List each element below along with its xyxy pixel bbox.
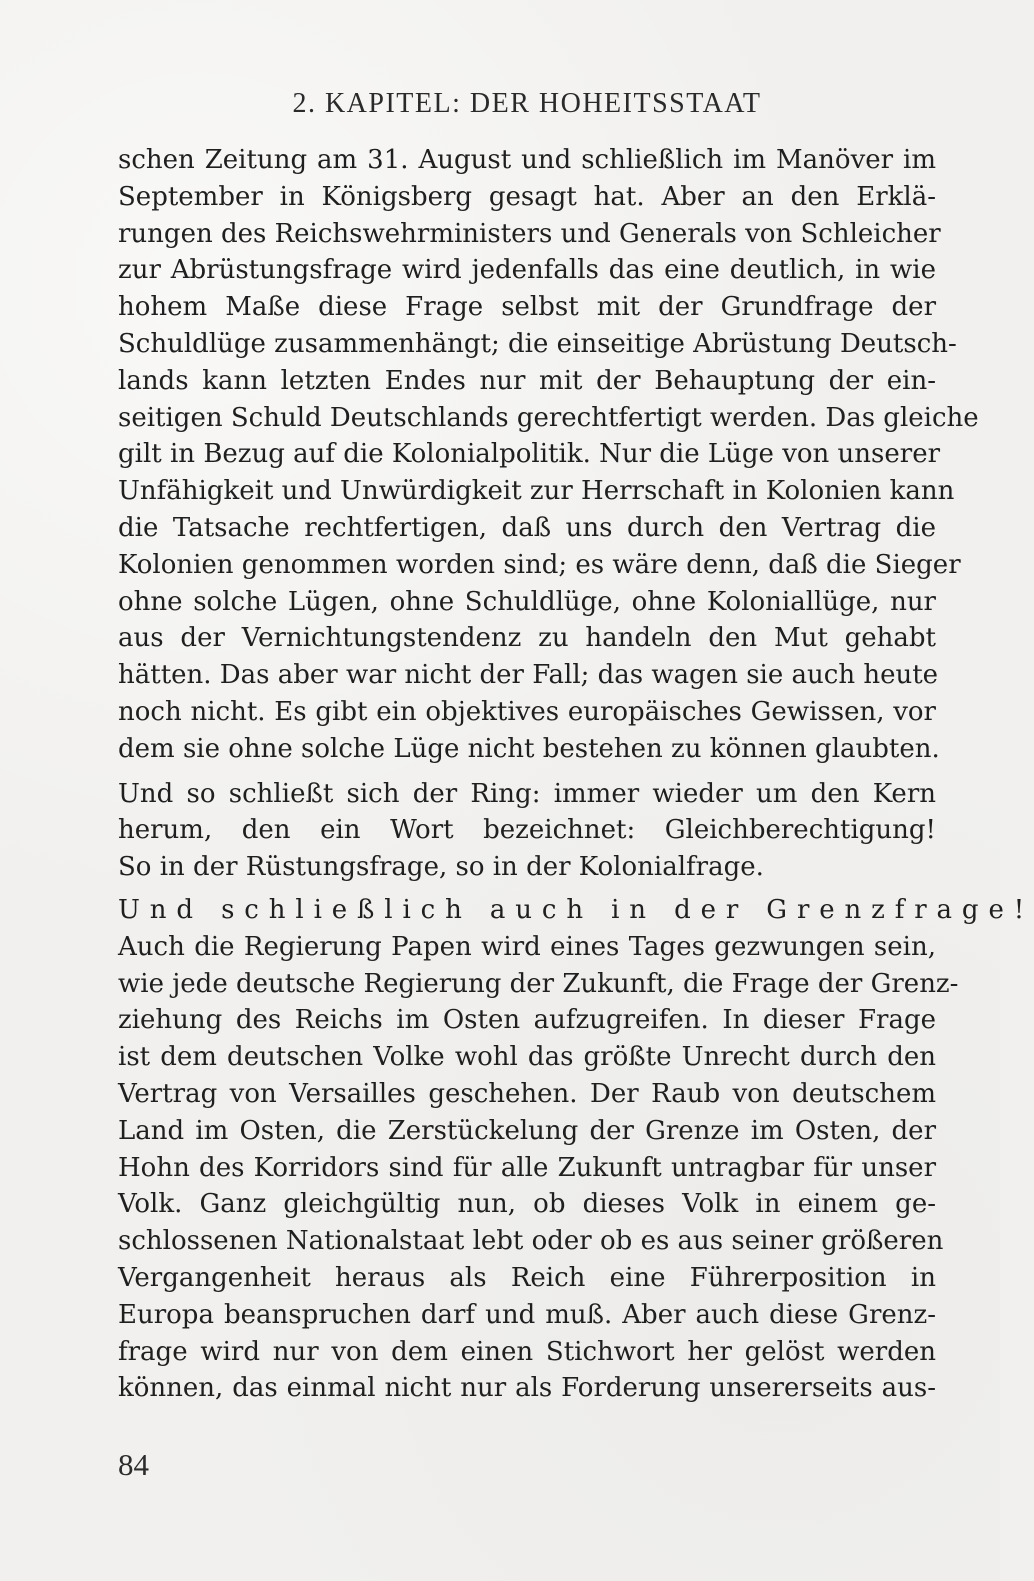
text-line: Vertrag von Versailles geschehen. Der Raub von deutschem — [118, 1078, 936, 1109]
text-line: seitigen Schuld Deutschlands gerechtfertigt werden. Das gleiche — [118, 402, 979, 433]
text-line: schen Zeitung am 31. August und schließlich im Manöver im — [118, 145, 936, 175]
text-line: ziehung des Reichs im Osten aufzugreifen. In dieser Frage — [118, 1005, 936, 1036]
text-line: ohne solche Lügen, ohne Schuldlüge, ohne Koloniallüge, nur — [118, 586, 936, 617]
text-line: wie jede deutsche Regierung der Zukunft, die Frage der Grenz- — [118, 968, 959, 999]
text-line: Volk. Ganz gleichgültig nun, ob dieses Volk in einem ge- — [118, 1189, 936, 1220]
paragraph-gap — [118, 768, 936, 776]
text-line: noch nicht. Es gibt ein objektives europäisches Gewissen, vor — [118, 696, 936, 727]
text-line: hohem Maße diese Frage selbst mit der Grundfrage der — [118, 292, 936, 323]
text-line: Auch die Regierung Papen wird eines Tages gezwungen sein, — [118, 931, 936, 962]
running-head: 2. KAPITEL: DER HOHEITSSTAAT — [292, 88, 762, 119]
text-line: ist dem deutschen Volke wohl das größte Unrecht durch den — [118, 1042, 936, 1073]
body-text — [118, 142, 1034, 1407]
text-line: gilt in Bezug auf die Kolonialpolitik. Nur die Lüge von unserer — [118, 439, 941, 470]
text-line: Kolonien genommen worden sind; es wäre denn, daß die Sieger — [118, 549, 961, 580]
emphasis-line: Und schließlich auch in der Grenzfrage! — [118, 894, 1034, 925]
text-line: September in Königsberg gesagt hat. Aber an den Erklä- — [118, 181, 936, 212]
text-line: können, das einmal nicht nur als Forderung unsererseits aus- — [118, 1373, 936, 1404]
text-line: Schuldlüge zusammenhängt; die einseitige Abrüstung Deutsch- — [118, 328, 957, 359]
text-line: lands kann letzten Endes nur mit der Behauptung der ein- — [118, 365, 936, 396]
text-line: Unfähigkeit und Unwürdigkeit zur Herrschaft in Kolonien kann — [118, 476, 955, 507]
text-line: hätten. Das aber war nicht der Fall; das wagen sie auch heute — [118, 660, 939, 691]
text-line: So in der Rüstungsfrage, so in der Kolonialfrage. — [118, 852, 764, 883]
text-line: zur Abrüstungsfrage wird jedenfalls das eine deutlich, in wie — [118, 255, 936, 286]
text-line: Vergangenheit heraus als Reich eine Führerposition in — [118, 1262, 936, 1293]
text-line: dem sie ohne solche Lüge nicht bestehen zu können glaubten. — [118, 733, 940, 764]
page-number: 84 — [118, 1447, 149, 1482]
text-line: schlossenen Nationalstaat lebt oder ob es aus seiner größeren — [118, 1226, 944, 1257]
text-line: Und so schließt sich der Ring: immer wieder um den Kern — [118, 778, 936, 809]
text-line: die Tatsache rechtfertigen, daß uns durch den Vertrag die — [118, 512, 936, 543]
text-line: rungen des Reichswehrministers und Generals von Schleicher — [118, 218, 941, 249]
text-line: frage wird nur von dem einen Stichwort her gelöst werden — [118, 1336, 936, 1367]
text-line: Hohn des Korridors sind für alle Zukunft untragbar für unser — [118, 1152, 936, 1183]
text-line: herum, den ein Wort bezeichnet: Gleichberechtigung! — [118, 815, 936, 846]
text-line: aus der Vernichtungstendenz zu handeln den Mut gehabt — [118, 623, 936, 654]
text-line: Land im Osten, die Zerstückelung der Grenze im Osten, der — [118, 1115, 936, 1146]
text-line: Europa beanspruchen darf und muß. Aber auch diese Grenz- — [118, 1299, 936, 1330]
